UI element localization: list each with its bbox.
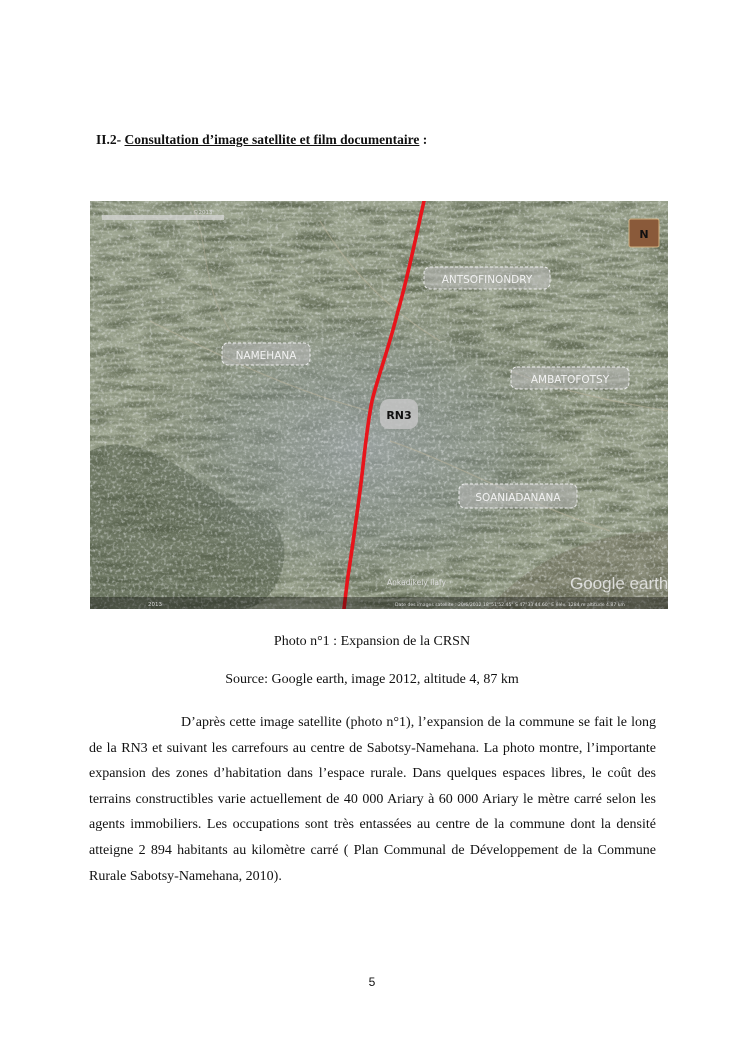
- satellite-imagery: [90, 201, 668, 609]
- google-earth-logo: Google earth: [570, 574, 668, 593]
- label-antsofinondry: [424, 267, 550, 289]
- label-namehana: [222, 343, 310, 365]
- body-paragraph: D’après cette image satellite (photo n°1), l’expansion de la commune se fait le long de la RN3 et suivant les carrefours au centre de Sabotsy-Namehana. La photo montre, l’importante expansion des zones d’habitation dans l’espace rurale. Dans quelques espaces libres, le coût des terrains constructibles varie actuellement de 40 000 Ariary à 60 000 Ariary le mètre carré selon les agents immobiliers. Les occupations sont très entassées au centre de la commune dont la densité atteigne 2 894 habitants au kilomètre carré ( Plan Communal de Développement de la Commune Rurale Sabotsy-Namehana, 2010).: [89, 715, 656, 884]
- label-rn3: [380, 399, 418, 429]
- section-title: Consultation d’image satellite et film documentaire: [124, 132, 420, 147]
- svg-text:NAMEHANA: NAMEHANA: [235, 350, 297, 362]
- status-year: 2013: [148, 602, 162, 608]
- scale-text: ©2013: [193, 210, 213, 216]
- svg-text:AMBATOFOTSY: AMBATOFOTSY: [530, 374, 610, 386]
- label-soaniadanana: [459, 484, 577, 508]
- section-number: II.2-: [96, 132, 122, 147]
- svg-text:SOANIADANANA: SOANIADANANA: [475, 492, 561, 504]
- satellite-photo: [90, 201, 668, 609]
- compass-north-label: N: [639, 228, 649, 241]
- status-bar: [90, 597, 668, 609]
- page-number: 5: [368, 975, 376, 989]
- photo-caption: Photo n°1 : Expansion de la CRSN: [273, 634, 471, 649]
- svg-text:RN3: RN3: [386, 409, 412, 422]
- svg-text:ANTSOFINONDRY: ANTSOFINONDRY: [441, 274, 533, 286]
- label-ambatofotsy: [511, 367, 629, 389]
- section-heading: [96, 132, 427, 148]
- status-text: Date des images satellite : 20/6/2012 18°51'52.45" S 47°33'44.60" E élév. 1284 m altitude 4.87 km: [395, 603, 625, 608]
- place-label-ankadikely: Ankadikely Ilafy: [387, 578, 446, 587]
- photo-source: Source: Google earth, image 2012, altitude 4, 87 km: [225, 672, 519, 687]
- compass[interactable]: [629, 219, 659, 247]
- section-suffix: :: [419, 132, 428, 147]
